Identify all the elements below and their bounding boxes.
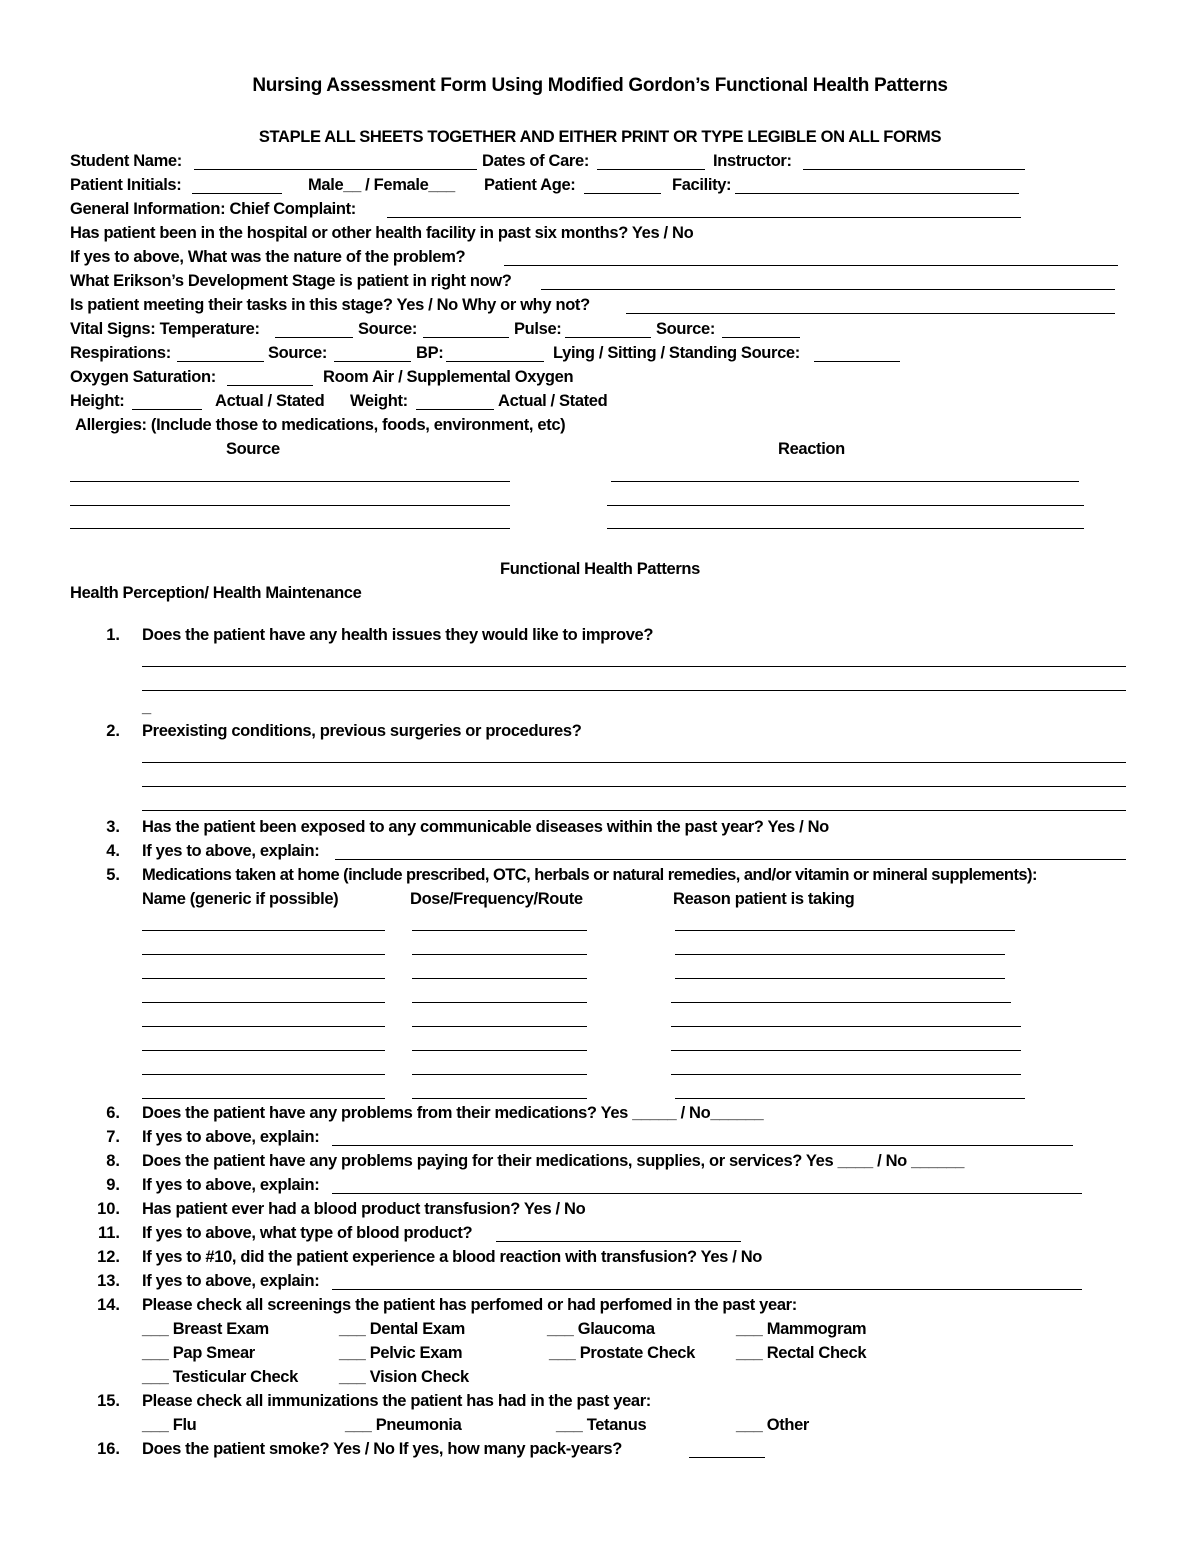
question-15: Please check all immunizations the patient has had in the past year: <box>142 1392 651 1410</box>
answer-line[interactable] <box>142 786 1126 787</box>
medication-name-line[interactable] <box>142 1026 385 1027</box>
instructor-line[interactable] <box>803 169 1025 170</box>
medication-dose-line[interactable] <box>412 1026 587 1027</box>
screening-option[interactable]: ___ Testicular Check <box>142 1368 298 1386</box>
medication-reason-line[interactable] <box>675 954 1005 955</box>
question-7: If yes to above, explain: <box>142 1128 320 1146</box>
medication-name-header: Name (generic if possible) <box>142 890 339 908</box>
facility-label: Facility: <box>672 176 732 194</box>
room-air-options: Room Air / Supplemental Oxygen <box>323 368 574 386</box>
immunization-option[interactable]: ___ Pneumonia <box>345 1416 462 1434</box>
medication-reason-line[interactable] <box>671 1002 1011 1003</box>
nature-line[interactable] <box>504 265 1118 266</box>
temp-source-line[interactable] <box>423 337 509 338</box>
answer-line[interactable] <box>496 1241 741 1242</box>
patient-initials-label: Patient Initials: <box>70 176 182 194</box>
answer-line[interactable] <box>142 810 1126 811</box>
question-16: Does the patient smoke? Yes / No If yes, how many pack-years? <box>142 1440 622 1458</box>
chief-complaint-label: General Information: Chief Complaint: <box>70 200 356 218</box>
patient-age-label: Patient Age: <box>484 176 576 194</box>
question-number: 9. <box>106 1176 120 1194</box>
bp-line[interactable] <box>446 361 544 362</box>
stray-mark: _ <box>142 698 151 716</box>
question-number: 12. <box>97 1248 120 1266</box>
chief-complaint-line[interactable] <box>387 217 1021 218</box>
medication-dose-header: Dose/Frequency/Route <box>410 890 583 908</box>
allergy-source-header: Source <box>226 440 280 458</box>
medication-name-line[interactable] <box>142 930 385 931</box>
question-9: If yes to above, explain: <box>142 1176 320 1194</box>
immunization-option[interactable]: ___ Other <box>736 1416 809 1434</box>
question-number: 15. <box>97 1392 120 1410</box>
question-number: 10. <box>97 1200 120 1218</box>
medication-dose-line[interactable] <box>412 978 587 979</box>
medication-reason-line[interactable] <box>671 1074 1021 1075</box>
question-1: Does the patient have any health issues they would like to improve? <box>142 626 654 644</box>
screening-option[interactable]: ___ Pap Smear <box>142 1344 255 1362</box>
question-number: 5. <box>106 866 120 884</box>
answer-line[interactable] <box>689 1457 765 1458</box>
question-number: 11. <box>97 1224 120 1242</box>
temp-source-label: Source: <box>358 320 417 338</box>
height-line[interactable] <box>132 409 202 410</box>
allergy-source-line[interactable] <box>70 528 510 529</box>
allergy-reaction-line[interactable] <box>611 481 1079 482</box>
temperature-line[interactable] <box>275 337 353 338</box>
question-number: 8. <box>106 1152 120 1170</box>
medication-dose-line[interactable] <box>412 954 587 955</box>
answer-line[interactable] <box>142 762 1126 763</box>
question-number: 1. <box>106 626 120 644</box>
medication-reason-header: Reason patient is taking <box>673 890 855 908</box>
question-11: If yes to above, what type of blood product? <box>142 1224 473 1242</box>
question-number: 7. <box>106 1128 120 1146</box>
medication-name-line[interactable] <box>142 1002 385 1003</box>
allergy-reaction-header: Reaction <box>778 440 845 458</box>
dates-of-care-label: Dates of Care: <box>482 152 589 170</box>
oxygen-saturation-line[interactable] <box>227 385 313 386</box>
patient-initials-line[interactable] <box>192 193 282 194</box>
answer-line[interactable] <box>142 690 1126 691</box>
student-name-label: Student Name: <box>70 152 182 170</box>
allergies-label: Allergies: (Include those to medications, foods, environment, etc) <box>75 416 566 434</box>
question-number: 3. <box>106 818 120 836</box>
bp-label: BP: <box>416 344 444 362</box>
weight-actual-stated: Actual / Stated <box>498 392 608 410</box>
form-instructions: STAPLE ALL SHEETS TOGETHER AND EITHER PRINT OR TYPE LEGIBLE ON ALL FORMS <box>258 128 942 146</box>
weight-label: Weight: <box>350 392 408 410</box>
screening-option[interactable]: ___ Prostate Check <box>549 1344 695 1362</box>
question-number: 14. <box>97 1296 120 1314</box>
screening-option[interactable]: ___ Glaucoma <box>547 1320 655 1338</box>
medication-dose-line[interactable] <box>412 1074 587 1075</box>
question-number: 4. <box>106 842 120 860</box>
tasks-question: Is patient meeting their tasks in this stage? Yes / No Why or why not? <box>70 296 590 314</box>
immunization-option[interactable]: ___ Tetanus <box>556 1416 647 1434</box>
erikson-line[interactable] <box>541 289 1115 290</box>
answer-line[interactable] <box>332 1289 1082 1290</box>
allergy-reaction-line[interactable] <box>607 528 1084 529</box>
medication-reason-line[interactable] <box>675 1098 1025 1099</box>
question-number: 16. <box>97 1440 120 1458</box>
hospital-question: Has patient been in the hospital or other health facility in past six months? Yes / No <box>70 224 694 242</box>
tasks-line[interactable] <box>626 313 1115 314</box>
allergy-source-line[interactable] <box>70 481 510 482</box>
medication-reason-line[interactable] <box>671 1026 1021 1027</box>
gender-options: Male__ / Female___ <box>308 176 455 194</box>
medication-dose-line[interactable] <box>412 1098 587 1099</box>
subsection-title: Health Perception/ Health Maintenance <box>70 584 362 602</box>
answer-line[interactable] <box>142 666 1126 667</box>
pulse-label: Pulse: <box>514 320 562 338</box>
screening-option[interactable]: ___ Rectal Check <box>736 1344 867 1362</box>
medication-dose-line[interactable] <box>412 1050 587 1051</box>
question-number: 2. <box>106 722 120 740</box>
pulse-source-label: Source: <box>656 320 715 338</box>
question-14: Please check all screenings the patient has perfomed or had perfomed in the past year: <box>142 1296 797 1314</box>
erikson-question: What Erikson’s Development Stage is patient in right now? <box>70 272 512 290</box>
medication-name-line[interactable] <box>142 978 385 979</box>
medication-name-line[interactable] <box>142 1050 385 1051</box>
immunization-option[interactable]: ___ Flu <box>142 1416 197 1434</box>
allergy-reaction-line[interactable] <box>607 505 1084 506</box>
instructor-label: Instructor: <box>713 152 792 170</box>
question-2: Preexisting conditions, previous surgeries or procedures? <box>142 722 582 740</box>
medication-dose-line[interactable] <box>412 930 587 931</box>
respirations-line[interactable] <box>177 361 264 362</box>
question-8: Does the patient have any problems paying for their medications, supplies, or services? Yes ____ / No ______ <box>142 1152 965 1170</box>
pulse-source-line[interactable] <box>722 337 800 338</box>
respirations-label: Respirations: <box>70 344 171 362</box>
medication-name-line[interactable] <box>142 1098 385 1099</box>
answer-line[interactable] <box>335 859 1126 860</box>
resp-source-line[interactable] <box>334 361 411 362</box>
question-4: If yes to above, explain: <box>142 842 320 860</box>
question-number: 6. <box>106 1104 120 1122</box>
student-name-line[interactable] <box>194 169 477 170</box>
answer-line[interactable] <box>332 1193 1082 1194</box>
nature-question: If yes to above, What was the nature of the problem? <box>70 248 466 266</box>
medication-name-line[interactable] <box>142 1074 385 1075</box>
height-label: Height: <box>70 392 125 410</box>
allergy-source-line[interactable] <box>70 505 510 506</box>
screening-option[interactable]: ___ Dental Exam <box>339 1320 465 1338</box>
question-3: Has the patient been exposed to any communicable diseases within the past year? Yes / No <box>142 818 829 836</box>
temperature-label: Vital Signs: Temperature: <box>70 320 260 338</box>
height-actual-stated: Actual / Stated <box>215 392 325 410</box>
medication-reason-line[interactable] <box>675 978 1005 979</box>
section-title: Functional Health Patterns <box>500 560 700 578</box>
question-6: Does the patient have any problems from their medications? Yes _____ / No______ <box>142 1104 764 1122</box>
facility-line[interactable] <box>735 193 1019 194</box>
weight-line[interactable] <box>416 409 494 410</box>
question-13: If yes to above, explain: <box>142 1272 320 1290</box>
resp-source-label: Source: <box>268 344 327 362</box>
medication-name-line[interactable] <box>142 954 385 955</box>
pulse-line[interactable] <box>565 337 651 338</box>
screening-option[interactable]: ___ Mammogram <box>736 1320 867 1338</box>
question-5: Medications taken at home (include prescribed, OTC, herbals or natural remedies, and/or vitamin or mineral supplements): <box>142 866 1037 884</box>
medication-reason-line[interactable] <box>671 1050 1021 1051</box>
medication-reason-line[interactable] <box>675 930 1015 931</box>
dates-of-care-line[interactable] <box>597 169 705 170</box>
question-number: 13. <box>97 1272 120 1290</box>
screening-option[interactable]: ___ Pelvic Exam <box>339 1344 463 1362</box>
form-title: Nursing Assessment Form Using Modified Gordon’s Functional Health Patterns <box>252 75 948 96</box>
position-source-line[interactable] <box>814 361 900 362</box>
oxygen-saturation-label: Oxygen Saturation: <box>70 368 216 386</box>
answer-line[interactable] <box>332 1145 1073 1146</box>
screening-option[interactable]: ___ Breast Exam <box>142 1320 269 1338</box>
question-12: If yes to #10, did the patient experience a blood reaction with transfusion? Yes / No <box>142 1248 763 1266</box>
screening-option[interactable]: ___ Vision Check <box>339 1368 469 1386</box>
patient-age-line[interactable] <box>584 193 661 194</box>
position-source-label: Lying / Sitting / Standing Source: <box>553 344 800 362</box>
medication-dose-line[interactable] <box>412 1002 587 1003</box>
question-10: Has patient ever had a blood product transfusion? Yes / No <box>142 1200 586 1218</box>
